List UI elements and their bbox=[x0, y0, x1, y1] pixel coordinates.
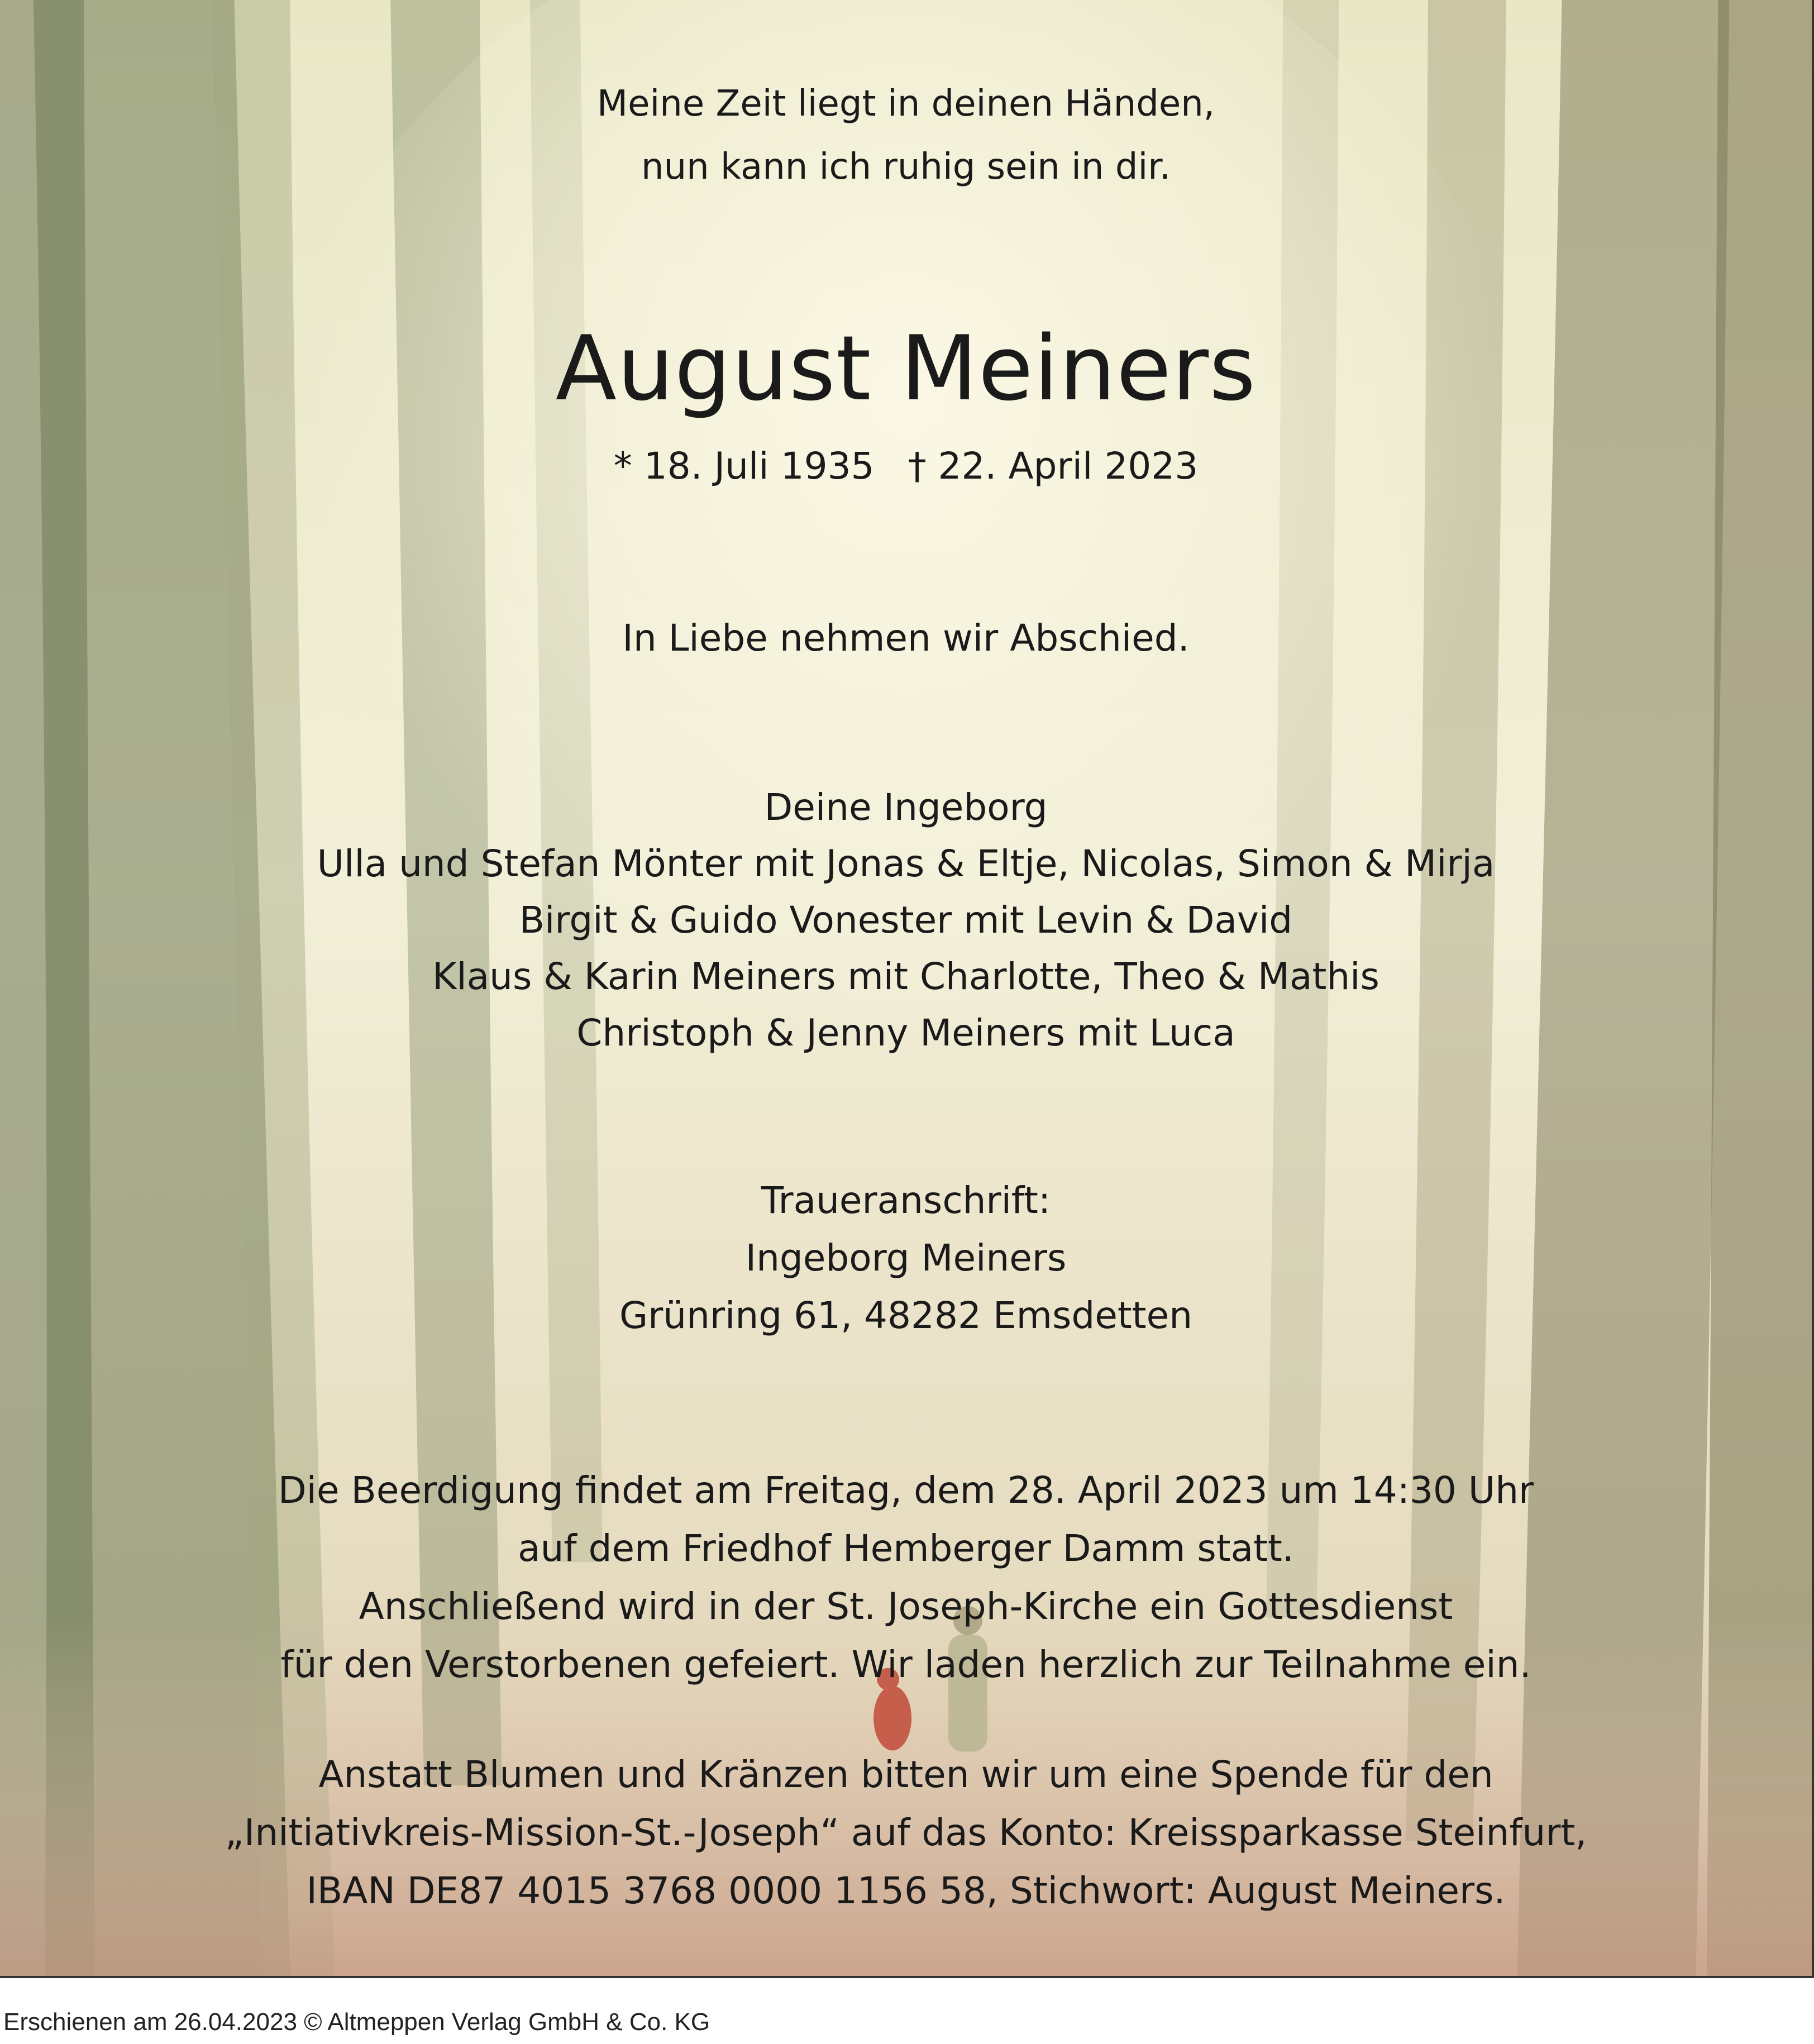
family-line: Christoph & Jenny Meiners mit Luca bbox=[576, 1011, 1235, 1054]
verse-line: Meine Zeit liegt in deinen Händen, bbox=[596, 83, 1215, 125]
verse-line: nun kann ich ruhig sein in dir. bbox=[641, 146, 1171, 188]
deceased-name: August Meiners bbox=[555, 316, 1257, 421]
address-line: Ingeborg Meiners bbox=[745, 1236, 1067, 1279]
address-line: Traueranschrift: bbox=[761, 1179, 1051, 1222]
verse bbox=[0, 73, 1812, 199]
family-line: Deine Ingeborg bbox=[764, 786, 1048, 829]
funeral-line: Anschließend wird in der St. Joseph-Kirche ein Gottesdienst bbox=[359, 1585, 1453, 1628]
donation-line: Anstatt Blumen und Kränzen bitten wir um eine Spende für den bbox=[318, 1753, 1493, 1796]
family-line: Klaus & Karin Meiners mit Charlotte, Theo & Mathis bbox=[432, 955, 1379, 998]
mourning-address bbox=[0, 1172, 1812, 1344]
funeral-info bbox=[0, 1462, 1812, 1694]
donation-info bbox=[0, 1746, 1812, 1920]
donation-line: „Initiativkreis-Mission-St.-Joseph“ auf das Konto: Kreissparkasse Steinfurt, bbox=[225, 1811, 1587, 1854]
funeral-line: auf dem Friedhof Hemberger Damm statt. bbox=[518, 1527, 1294, 1570]
birth-date: * 18. Juli 1935 bbox=[613, 445, 875, 488]
farewell-text: In Liebe nehmen wir Abschied. bbox=[622, 617, 1190, 660]
funeral-line: für den Verstorbenen gefeiert. Wir laden herzlich zur Teilnahme ein. bbox=[280, 1643, 1531, 1686]
life-dates bbox=[0, 436, 1812, 497]
family-line: Birgit & Guido Vonester mit Levin & David bbox=[519, 899, 1293, 942]
publication-footer: Erschienen am 26.04.2023 © Altmeppen Verlag GmbH & Co. KG bbox=[3, 2008, 710, 2036]
funeral-line: Die Beerdigung findet am Freitag, dem 28. April 2023 um 14:30 Uhr bbox=[278, 1469, 1534, 1512]
donation-line: IBAN DE87 4015 3768 0000 1156 58, Stichwort: August Meiners. bbox=[306, 1869, 1506, 1912]
death-date: † 22. April 2023 bbox=[908, 445, 1199, 488]
address-line: Grünring 61, 48282 Emsdetten bbox=[619, 1294, 1193, 1337]
family-list bbox=[0, 779, 1812, 1061]
family-line: Ulla und Stefan Mönter mit Jonas & Eltje, Nicolas, Simon & Mirja bbox=[317, 842, 1495, 885]
